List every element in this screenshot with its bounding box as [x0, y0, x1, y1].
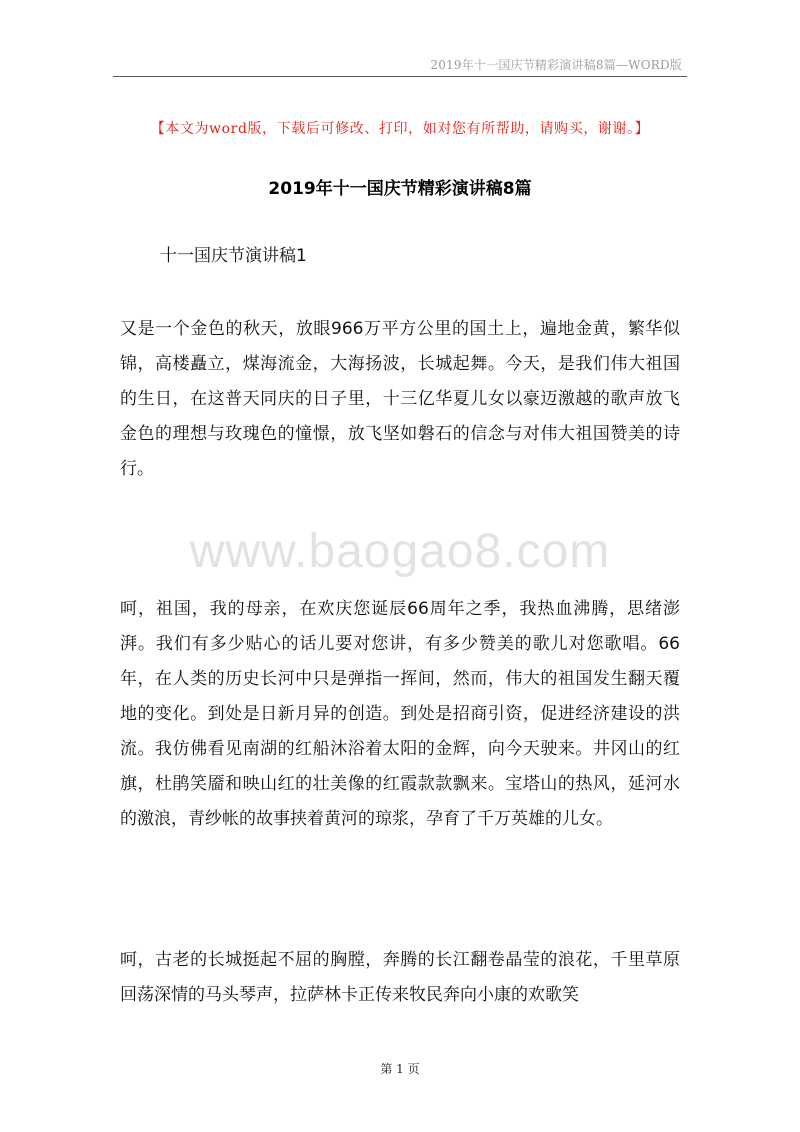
document-title: 2019年十一国庆节精彩演讲稿8篇 — [268, 179, 532, 199]
paragraph-2: 呵，祖国，我的母亲，在欢庆您诞辰66周年之季，我热血沸腾，思绪澎湃。我们有多少贴心的话儿要对您讲，有多少赞美的歌儿对您歌唱。66年，在人类的历史长河中只是弹指一挥间，然而，伟大的祖国发生翻天覆地的变化。到处是日新月异的创造。到处是招商引资，促进经济建设的洪流。我仿佛看见南湖的红船沐浴着太阳的金辉，向今天驶来。井冈山的红旗，杜鹃笑靥和映山红的壮美像的红霞款款飘来。宝塔山的热风，延河水的激浪，青纱帐的故事挟着黄河的琼浆，孕育了千万英雄的儿女。 — [120, 599, 680, 829]
section-heading: 十一国庆节演讲稿1 — [160, 246, 307, 266]
paragraph-3: 呵，古老的长城挺起不屈的胸膛，奔腾的长江翻卷晶莹的浪花，千里草原回荡深情的马头琴声，拉萨林卡正传来牧民奔向小康的欢歌笑 — [120, 950, 680, 1005]
paragraph-1: 又是一个金色的秋天，放眼966万平方公里的国土上，遍地金黄，繁华似锦，高楼矗立，煤海流金，大海扬波，长城起舞。今天，是我们伟大祖国的生日，在这普天同庆的日子里，十三亿华夏儿女以豪迈激越的歌声放飞金色的理想与玫瑰色的憧憬，放飞坚如磐石的信念与对伟大祖国赞美的诗行。 — [120, 319, 680, 479]
purchase-notice: 【本文为word版，下载后可修改、打印，如对您有所帮助，请购买，谢谢。】 — [150, 121, 650, 137]
page-number: 第 1 页 — [380, 1062, 420, 1076]
header-divider — [113, 76, 687, 77]
running-header: 2019年十一国庆节精彩演讲稿8篇—WORD版 — [430, 58, 682, 72]
watermark: www.baogao8.com — [189, 525, 611, 578]
